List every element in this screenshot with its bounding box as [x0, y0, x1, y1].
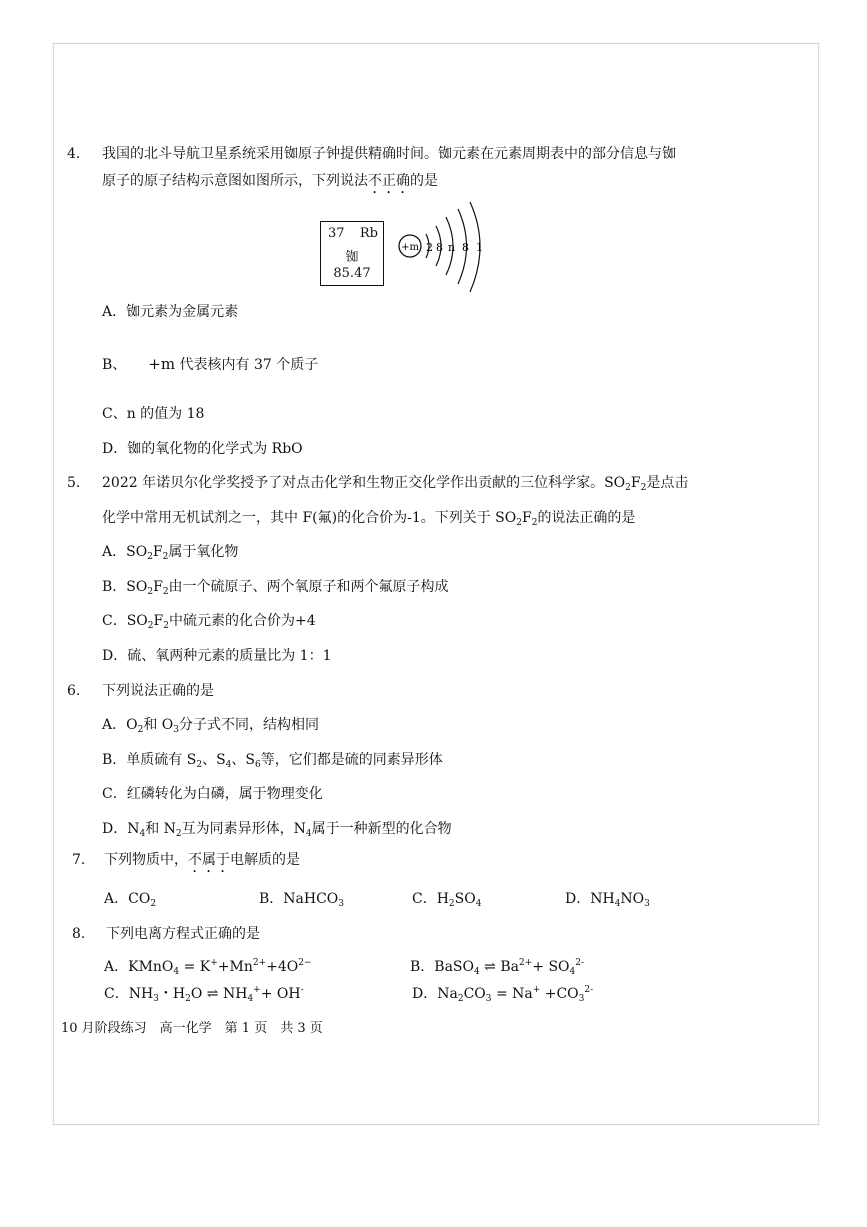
- question-4-option-d: D．铷的氧化物的化学式为 RbO: [102, 441, 303, 457]
- question-5-option-b: B．$SO_2F_2$由一个硫原子、两个氧原子和两个氟原子构成: [102, 579, 449, 597]
- question-6-option-c: C．红磷转化为白磷，属于物理变化: [102, 786, 323, 802]
- question-5-number: 5.: [67, 475, 81, 491]
- question-7-option-c: C．$H_2SO_4$: [412, 891, 482, 909]
- question-8-stem: 下列电离方程式正确的是: [106, 926, 260, 942]
- question-5-stem-line-2: 化学中常用无机试剂之一，其中 F(氟)的化合价为-1。下列关于 $SO_2F_2$的说法正确的是: [102, 510, 636, 528]
- shell-3-electrons: n: [448, 241, 456, 254]
- element-name: 铷: [345, 250, 359, 265]
- question-5-stem-line-1: 2022 年诺贝尔化学奖授予了对点击化学和生物正交化学作出贡献的三位科学家。$SO_2F_2$是点击: [102, 475, 689, 493]
- question-8-option-c: C．$NH_3$・$H_2O$ ⇌ $NH_4^++ OH^-$: [104, 985, 304, 1004]
- page-footer: 10 月阶段练习 高一化学 第 1 页 共 3 页: [61, 1021, 323, 1036]
- question-7-option-a: A．$CO_2$: [104, 891, 157, 909]
- atomic-number: 37: [328, 226, 345, 241]
- atomic-structure-diagram: [396, 200, 496, 295]
- question-8-option-a: A．KMnO$_4$ = $K^++Mn^{2+}+4O^{2-}$: [104, 958, 312, 977]
- question-6-option-d: D．$N_4$和 $N_2$互为同素异形体，$N_4$属于一种新型的化合物: [102, 821, 452, 839]
- question-4-option-c: C、n 的值为 18: [102, 406, 205, 422]
- atomic-mass: 85.47: [333, 266, 371, 281]
- question-4-number: 4.: [67, 146, 81, 162]
- question-4-option-a: A．铷元素为金属元素: [102, 304, 239, 320]
- question-7-option-b: B．NaHCO$_3$: [259, 891, 345, 909]
- question-7-stem: 下列物质中，不属于电解质的是: [104, 852, 300, 868]
- question-8-number: 8.: [72, 926, 86, 942]
- question-4-stem-line-1: 我国的北斗导航卫星系统采用铷原子钟提供精确时间。铷元素在元素周期表中的部分信息与铷: [102, 146, 676, 162]
- nucleus-label: +m: [401, 242, 419, 253]
- question-5-option-d: D．硫、氧两种元素的质量比为 1：1: [102, 648, 332, 664]
- question-5-option-a: A．$SO_2F_2$属于氧化物: [102, 544, 239, 562]
- question-6-option-a: A．$O_2$和 $O_3$分子式不同，结构相同: [102, 717, 319, 735]
- question-8-option-d: D．$Na_2CO_3 = Na^+ +CO_3^{2-}$: [412, 985, 594, 1004]
- question-6-option-b: B．单质硫有 $S_2$、$S_4$、$S_6$等，它们都是硫的同素异形体: [102, 752, 443, 770]
- question-7-number: 7.: [72, 852, 86, 868]
- question-6-number: 6.: [67, 683, 81, 699]
- question-7-option-d: D．$NH_4NO_3$: [565, 891, 650, 909]
- question-4-option-b: B、 +m 代表核内有 37 个质子: [102, 355, 319, 373]
- shell-4-electrons: 8: [462, 241, 469, 254]
- shell-5-electrons: 1: [476, 241, 483, 254]
- shell-2-electrons: 8: [436, 241, 443, 254]
- periodic-table-cell: [320, 221, 384, 286]
- question-5-option-c: C．$SO_2F_2$中硫元素的化合价为+4: [102, 613, 316, 631]
- element-symbol: Rb: [359, 226, 378, 241]
- question-4-stem-line-2: 原子的原子结构示意图如图所示，下列说法不正确的是: [102, 173, 438, 189]
- shell-1-electrons: 2: [426, 241, 433, 254]
- question-8-option-b: B．BaSO$_4$ ⇌ $Ba^{2+}+ SO_4^{2-}$: [410, 958, 585, 977]
- question-6-stem: 下列说法正确的是: [102, 683, 214, 699]
